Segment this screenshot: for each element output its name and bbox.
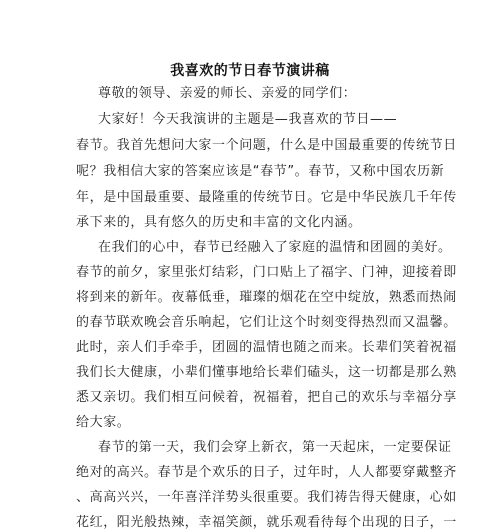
body-line: 呢？我相信大家的答案应该是“春节”。春节，又称中国农历新 — [76, 164, 445, 179]
body-line: 将到来的新年。夜幕低垂，璀璨的烟花在空中绽放，熟悉而热闹 — [76, 290, 457, 305]
body-line: 、高高兴兴，一年喜洋洋势头很重要。我们祷告得天健康，心如 — [76, 490, 457, 505]
body-line: 悉又亲切。我们相互问候着，祝福着，把自己的欢乐与幸福分享 — [76, 390, 457, 405]
body-line: 的春节联欢晚会音乐响起，它们让这个时刻变得热烈而又温馨。 — [76, 315, 457, 330]
body-line: 此时，亲人们手牵手，团圆的温情也随之而来。长辈们笑着祝福 — [76, 340, 457, 355]
body-line: 给大家。 — [76, 415, 131, 430]
body-line: 花红，阳光般热辣，幸福笑颜，就乐观看待每个出现的日子，一 — [76, 515, 457, 530]
body-line: 在我们的心中，春节已经融入了家庭的温情和团圆的美好。 — [98, 240, 452, 255]
body-line: 我们长大健康，小辈们懂事地给长辈们磕头，这一切都是那么熟 — [76, 365, 457, 380]
body-line: 大家好！今天我演讲的主题是—我喜欢的节日—— — [98, 112, 398, 127]
body-line: 春节。我首先想问大家一个问题，什么是中国最重要的传统节日 — [76, 138, 457, 153]
salutation-line: 尊敬的领导、亲爱的师长、亲爱的同学们： — [98, 86, 357, 101]
body-line: 承下来的，具有悠久的历史和丰富的文化内涵。 — [76, 215, 362, 230]
body-line: 绝对的高兴。春节是个欢乐的日子，过年时，人人都要穿戴整齐 — [76, 465, 457, 480]
body-line: 年，是中国最重要、最隆重的传统节日。它是中华民族几千年传 — [76, 190, 457, 205]
body-line: 春节的第一天，我们会穿上新衣，第一天起床，一定要保证 — [98, 440, 452, 455]
document-title: 我喜欢的节日春节演讲稿 — [170, 63, 330, 79]
body-line: 春节的前夕，家里张灯结彩，门口贴上了福字、门神，迎接着即 — [76, 265, 457, 280]
